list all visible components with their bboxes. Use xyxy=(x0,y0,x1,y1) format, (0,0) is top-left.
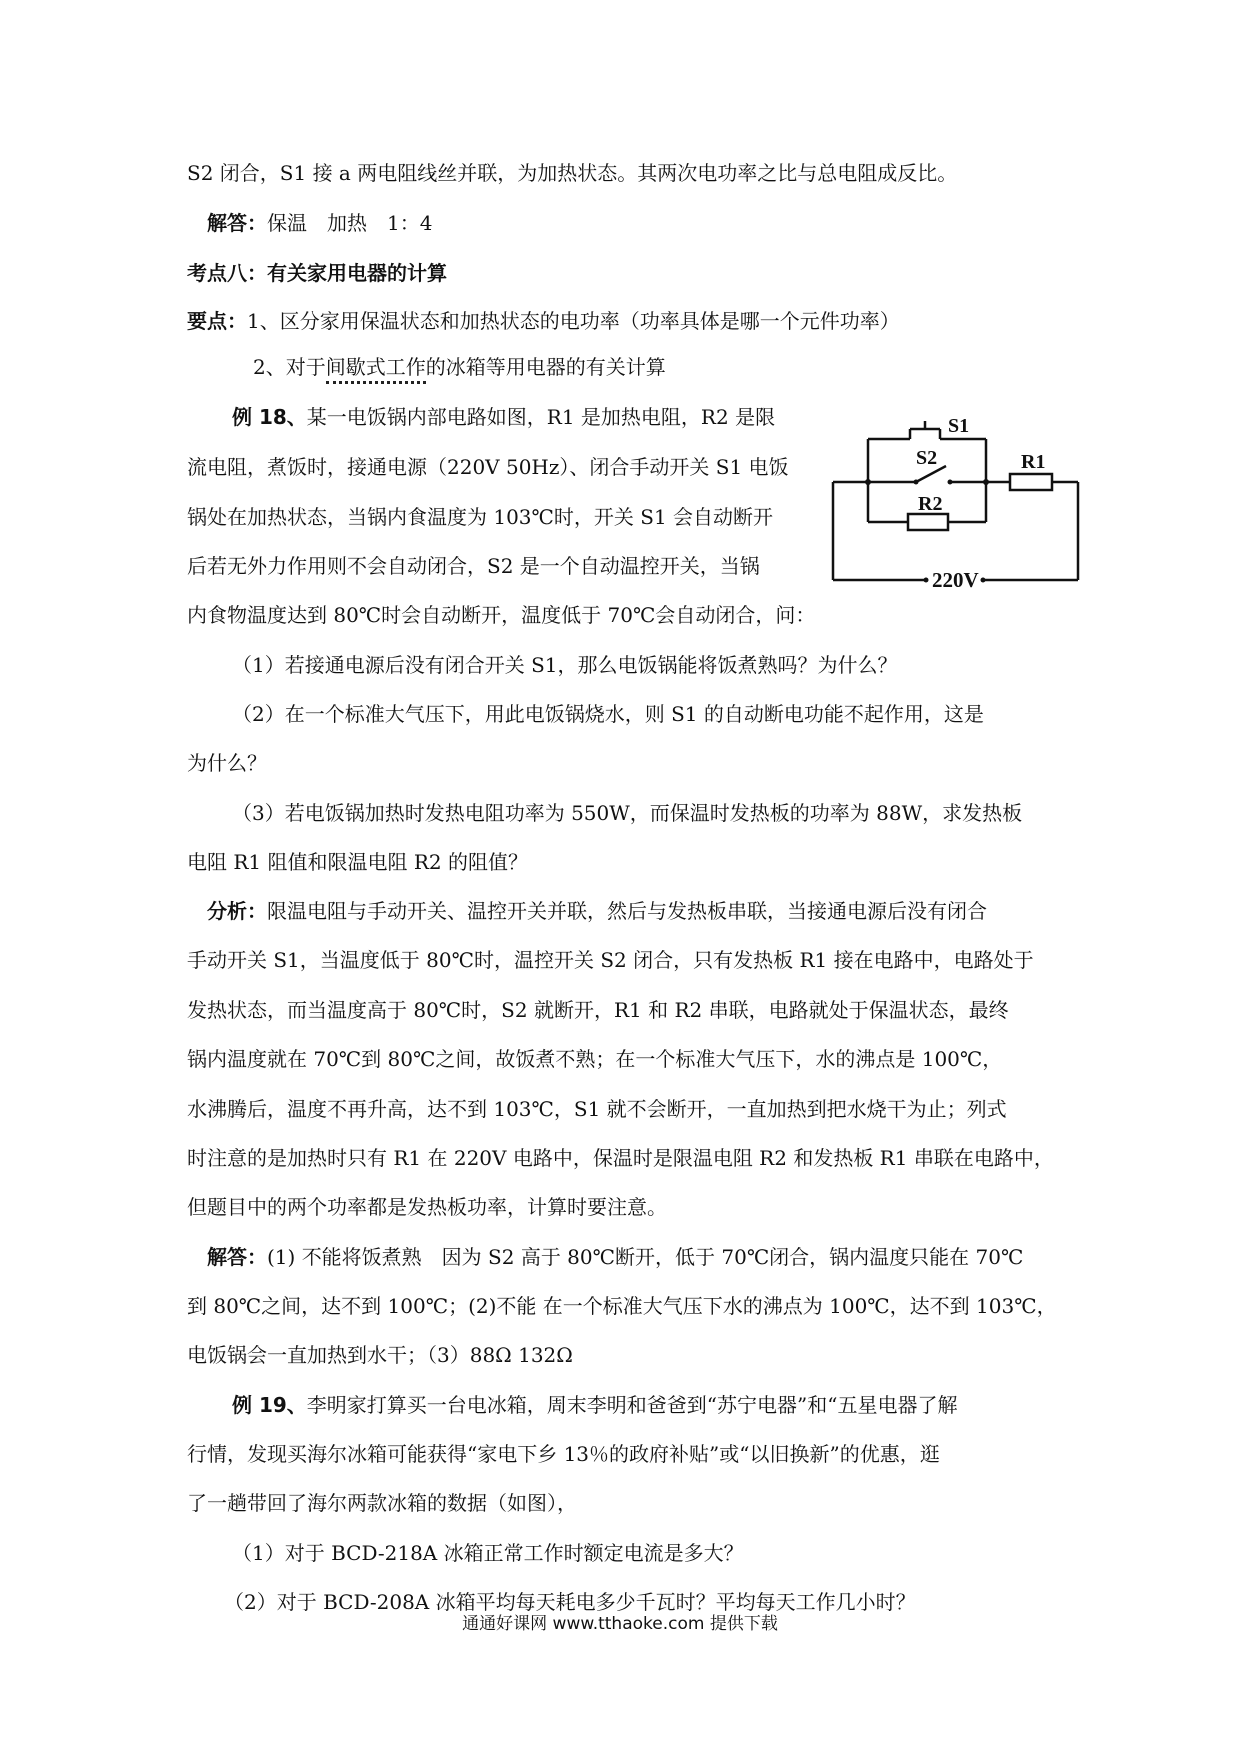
question-2-line-2: 为什么？ xyxy=(187,751,267,775)
example-18-text-1: 某一电饭锅内部电路如图，R1 是加热电阻，R2 是限 xyxy=(306,405,776,429)
example-18-line-3: 锅处在加热状态，当锅内食温度为 103℃时，开关 S1 会自动断开 xyxy=(187,505,774,529)
rice-cooker-circuit-diagram xyxy=(828,404,1083,589)
example-19-text-1: 李明家打算买一台电冰箱，周末李明和爸爸到“苏宁电器”和“五星电器了解 xyxy=(306,1393,958,1417)
question-1: （1）若接通电源后没有闭合开关 S1，那么电饭锅能将饭煮熟吗？为什么？ xyxy=(232,653,898,677)
analysis-line-6: 时注意的是加热时只有 R1 在 220V 电路中，保温时是限温电阻 R2 和发热板 R1 串联在电路中， xyxy=(187,1146,1054,1170)
example-18-label: 例 18、 xyxy=(232,405,307,429)
key-point-2-pre: 2、对于 xyxy=(253,355,326,379)
junction-right xyxy=(983,479,989,485)
page-footer: 通通好课网 www.tthaoke.com 提供下载 xyxy=(462,1614,778,1634)
key-point-2-post: 的冰箱等用电器的有关计算 xyxy=(425,355,666,379)
solution-line-2: 到 80℃之间，达不到 100℃；(2)不能 在一个标准大气压下水的沸点为 100℃，达不到 103℃， xyxy=(187,1294,1057,1318)
solution-text-1: (1) 不能将饭煮熟 因为 S2 高于 80℃断开，低于 70℃闭合，锅内温度只能在 70℃ xyxy=(267,1245,1024,1269)
solution-line-1 xyxy=(207,1244,1023,1270)
key-point-text: 1、区分家用保温状态和加热状态的电功率（功率具体是哪一个元件功率） xyxy=(247,309,900,333)
question-3-line-1: （3）若电饭锅加热时发热电阻功率为 550W，而保温时发热板的功率为 88W，求发热板 xyxy=(232,801,1023,825)
terminal-right xyxy=(981,578,986,583)
analysis-line-2: 手动开关 S1，当温度低于 80℃时，温控开关 S2 闭合，只有发热板 R1 接在电路中，电路处于 xyxy=(187,948,1034,972)
question-3-line-2: 电阻 R1 阻值和限温电阻 R2 的阻值？ xyxy=(187,850,528,874)
voltage-label: 220V xyxy=(932,568,979,589)
r1-resistor xyxy=(1010,474,1052,490)
r2-label: R2 xyxy=(918,493,943,515)
analysis-label: 分析： xyxy=(207,899,267,923)
analysis-line-1 xyxy=(207,898,987,924)
key-point-1 xyxy=(187,308,900,334)
text-line: S2 闭合，S1 接 a 两电阻线丝并联，为加热状态。其两次电功率之比与总电阻成反比。 xyxy=(187,161,958,185)
section-title xyxy=(187,260,447,286)
example-18-line-4: 后若无外力作用则不会自动闭合，S2 是一个自动温控开关，当锅 xyxy=(187,554,760,578)
s2-label: S2 xyxy=(916,447,938,469)
example-19-line-2: 行情，发现买海尔冰箱可能获得“家电下乡 13％的政府补贴”或“以旧换新”的优惠，逛 xyxy=(187,1442,940,1466)
s1-label: S1 xyxy=(948,415,970,437)
answer-text: 保温 加热 1：4 xyxy=(267,211,433,235)
analysis-text-1: 限温电阻与手动开关、温控开关并联，然后与发热板串联，当接通电源后没有闭合 xyxy=(267,899,987,923)
section-title-text: 考点八：有关家用电器的计算 xyxy=(187,261,447,285)
r2-resistor xyxy=(908,514,948,530)
example-19-question-1: （1）对于 BCD-218A 冰箱正常工作时额定电流是多大？ xyxy=(232,1541,744,1565)
r1-label: R1 xyxy=(1021,451,1046,473)
example-19-line-1 xyxy=(232,1392,957,1418)
example-19-question-2: （2）对于 BCD-208A 冰箱平均每天耗电多少千瓦时？平均每天工作几小时？ xyxy=(224,1590,916,1614)
analysis-line-5: 水沸腾后，温度不再升高，达不到 103℃，S1 就不会断开，一直加热到把水烧干为止；列式 xyxy=(187,1097,1007,1121)
analysis-line-7: 但题目中的两个功率都是发热板功率，计算时要注意。 xyxy=(187,1195,667,1219)
analysis-line-3: 发热状态，而当温度高于 80℃时，S2 就断开，R1 和 R2 串联，电路就处于保温状态，最终 xyxy=(187,998,1009,1022)
junction-left xyxy=(865,479,871,485)
solution-label: 解答： xyxy=(207,1245,267,1269)
answer-label: 解答： xyxy=(207,211,267,235)
analysis-line-4: 锅内温度就在 70℃到 80℃之间，故饭煮不熟；在一个标准大气压下，水的沸点是 100℃， xyxy=(187,1047,1003,1071)
answer-line xyxy=(207,210,432,236)
s2-pivot xyxy=(914,480,919,485)
example-19-line-3: 了一趟带回了海尔两款冰箱的数据（如图）， xyxy=(187,1491,577,1515)
example-19-label: 例 19、 xyxy=(232,1393,307,1417)
s2-contact xyxy=(948,480,953,485)
question-2-line-1: （2）在一个标准大气压下，用此电饭锅烧水，则 S1 的自动断电功能不起作用，这是 xyxy=(232,702,984,726)
key-point-2-emphasis: 间歇式工作 xyxy=(326,355,426,384)
example-18-line-5: 内食物温度达到 80℃时会自动断开，温度低于 70℃会自动闭合，问： xyxy=(187,603,816,627)
example-18-line-2: 流电阻，煮饭时，接通电源（220V 50Hz）、闭合手动开关 S1 电饭 xyxy=(187,455,789,479)
terminal-left xyxy=(924,578,929,583)
solution-line-3: 电饭锅会一直加热到水干；（3）88Ω 132Ω xyxy=(187,1343,573,1367)
key-point-label: 要点： xyxy=(187,309,247,333)
key-point-2 xyxy=(253,354,666,380)
example-18-line-1 xyxy=(232,404,775,430)
